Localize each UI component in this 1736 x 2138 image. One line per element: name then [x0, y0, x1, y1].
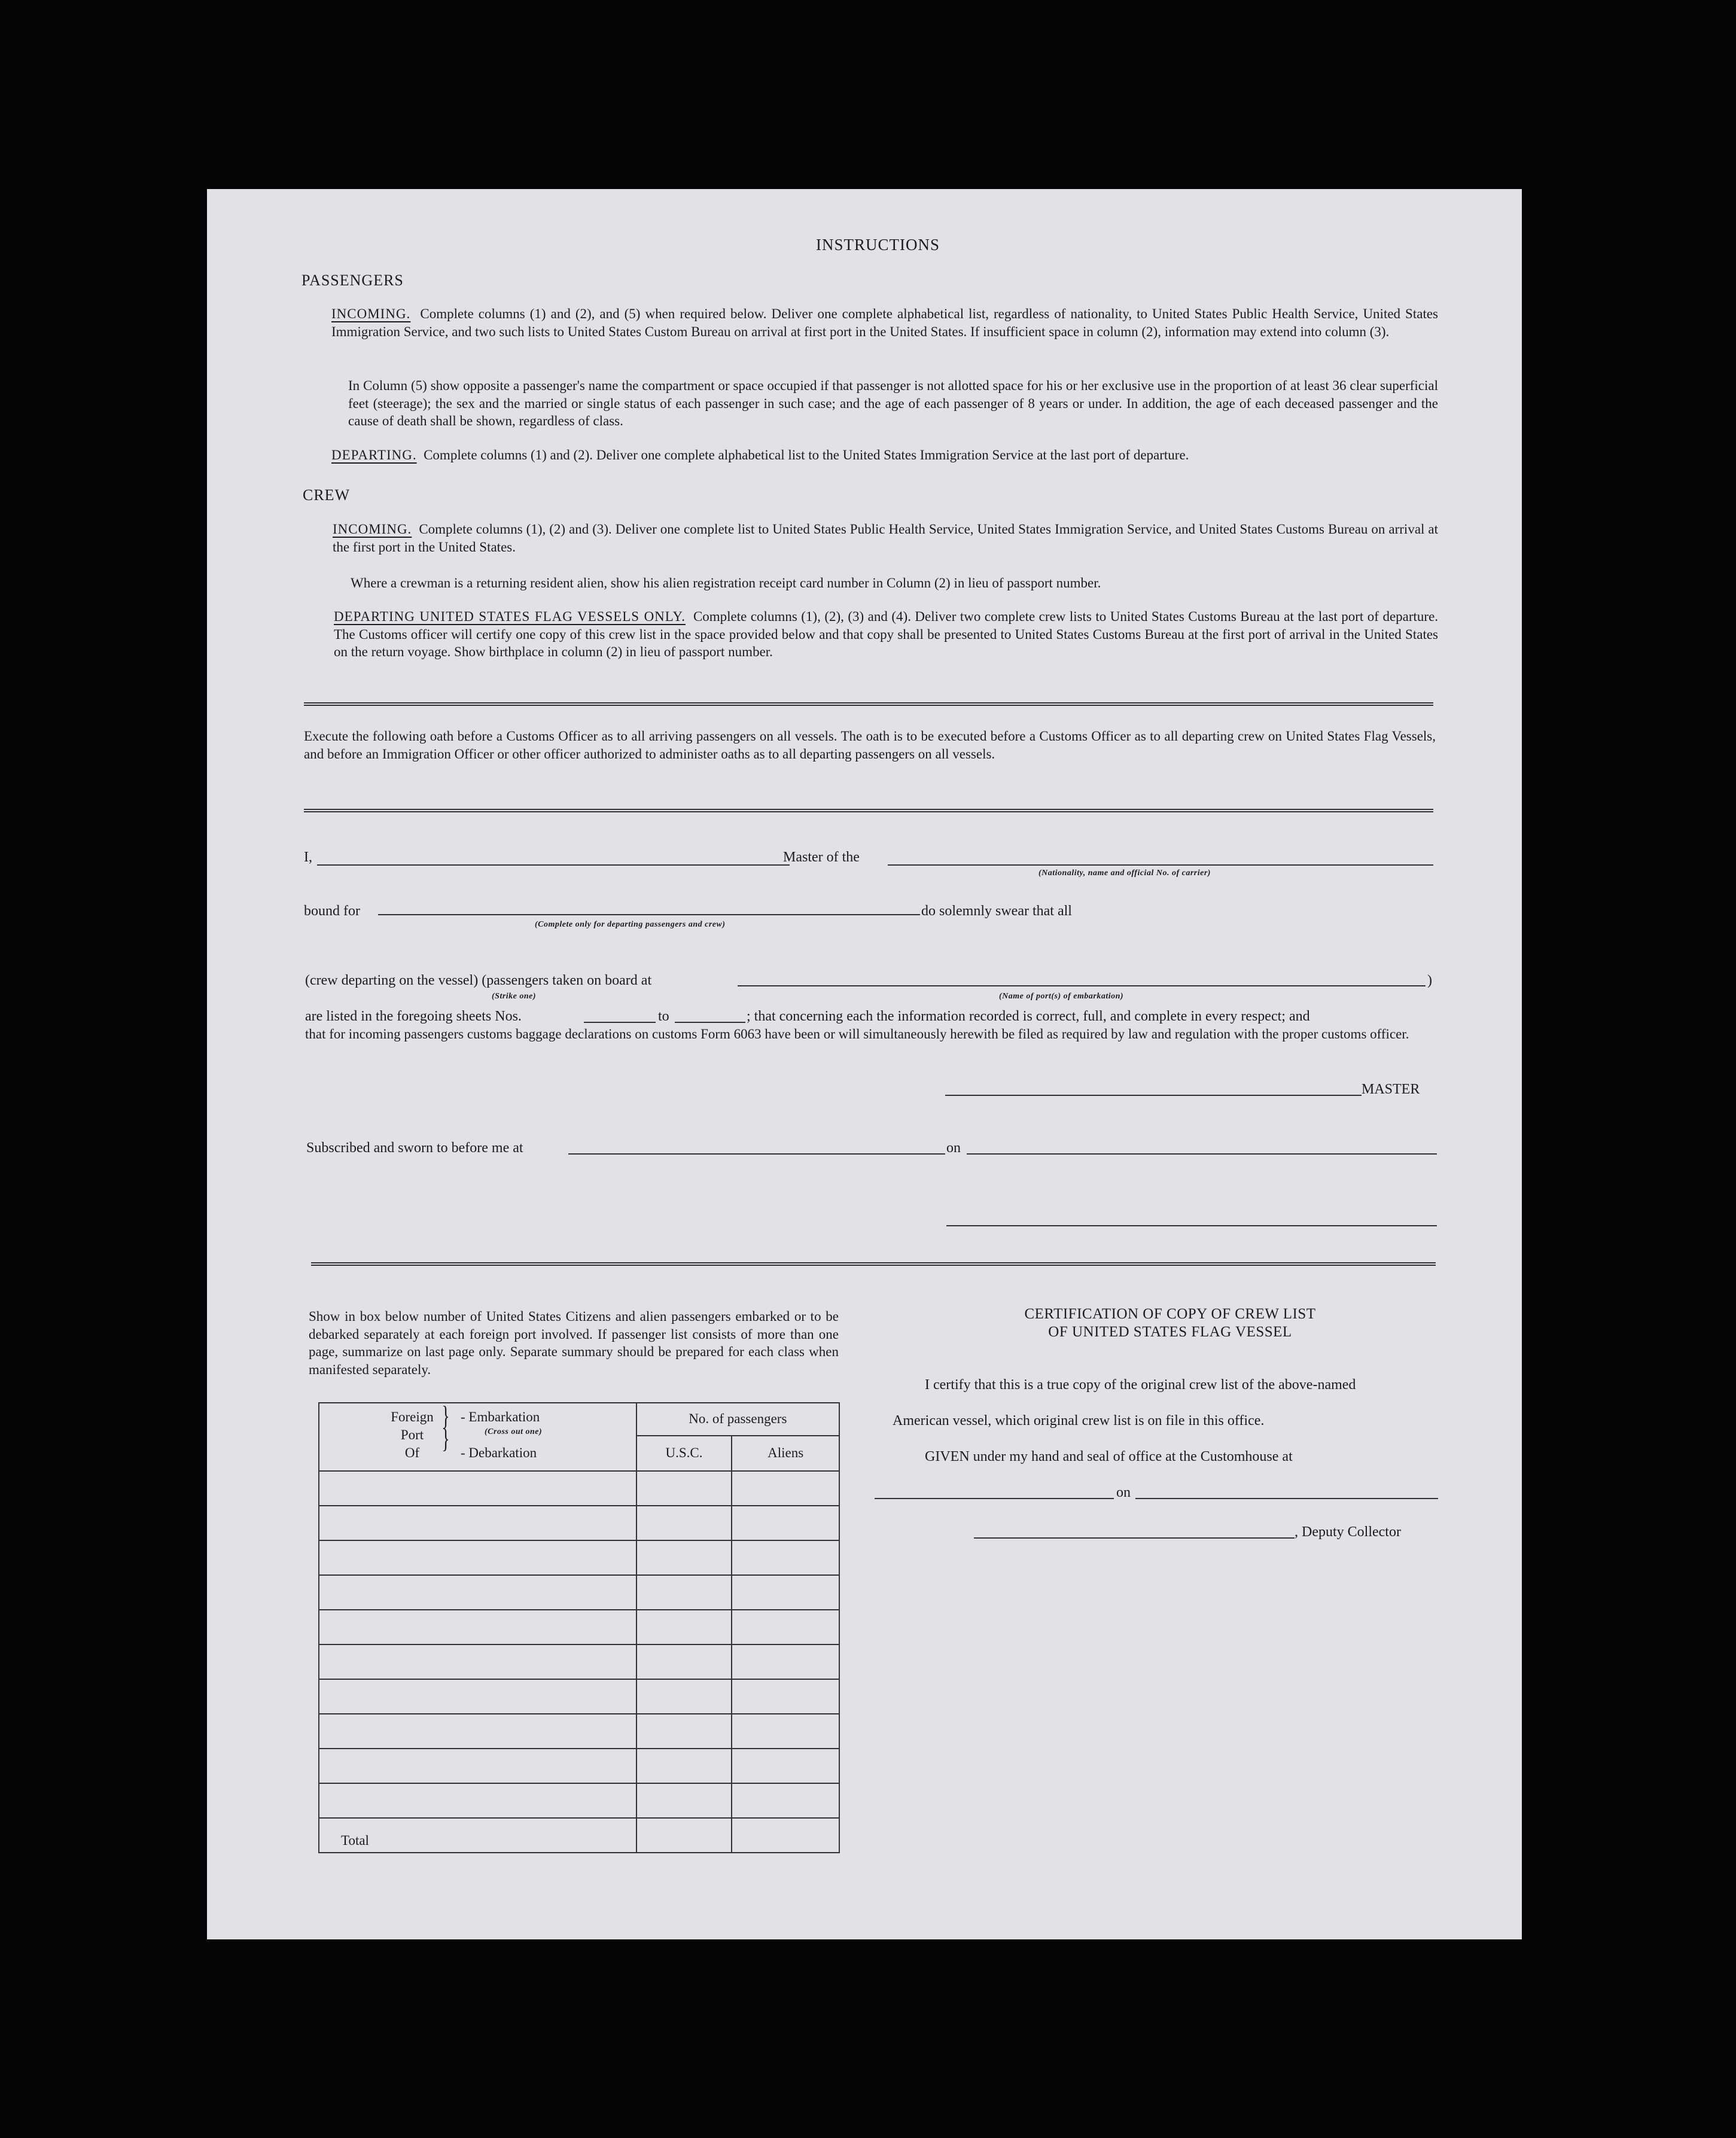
aliens-cell[interactable] — [732, 1644, 839, 1679]
usc-cell[interactable] — [636, 1783, 732, 1818]
aliens-cell[interactable] — [732, 1783, 839, 1818]
subscribed-label: Subscribed and sworn to before me at — [306, 1140, 523, 1156]
officer-signature-line[interactable] — [946, 1225, 1437, 1226]
aliens-total-cell[interactable] — [732, 1818, 839, 1853]
crew-resident-paragraph: Where a crewman is a returning resident alien, show his alien registration receipt card number in Column (2) in lieu of passport number. — [351, 575, 1101, 590]
carrier-hint: (Nationality, name and official No. of carrier) — [1038, 869, 1211, 878]
of-label: Of — [404, 1445, 420, 1460]
statement-line2: that for incoming passengers customs baggage declarations on customs Form 6063 have been or will simultaneously herewith be filed as required by law and regulation with the proper customs officer. — [305, 1027, 1409, 1041]
port-label: Port — [400, 1427, 424, 1442]
crew-heading: CREW — [303, 486, 351, 504]
certification-line3: GIVEN under my hand and seal of office at the Customhouse at — [925, 1449, 1293, 1464]
aliens-header: Aliens — [732, 1436, 839, 1471]
passengers-departing-text: Complete columns (1) and (2). Deliver one complete alphabetical list to the United States Immigration Service at the last port of departure. — [424, 447, 1189, 462]
crew-incoming-paragraph — [333, 520, 1438, 556]
crew-departing-paragraph — [334, 608, 1438, 661]
aliens-cell[interactable] — [732, 1610, 839, 1644]
crew-departing-text: Complete columns (1), (2), (3) and (4). Deliver two complete crew lists to United States Customs Bureau at the last port of departure. The Customs officer will certify one copy of this crew list in the space provided below and that copy shall be presented to United States Customs Bureau at the first port of arrival in the United States on the return voyage. Show birthplace in column (2) in lieu of passport number. — [334, 609, 1439, 659]
usc-header: U.S.C. — [636, 1436, 732, 1471]
certification-line2: American vessel, which original crew list is on file in this office. — [893, 1413, 1265, 1429]
form-page — [207, 189, 1522, 1939]
passengers-incoming-text: Complete columns (1) and (2), and (5) when required below. Deliver one complete alphabetical list, regardless of nationality, to United States Public Health Service, United States Immigration Service, and two such lists to United States Custom Bureau on arrival at first port in the United States. If insufficient space in column (2), information may extend into column (3). — [331, 306, 1438, 339]
certification-on-label: on — [1116, 1485, 1131, 1500]
master-of-label: Master of the — [783, 849, 860, 865]
usc-cell[interactable] — [636, 1714, 732, 1749]
usc-cell[interactable] — [636, 1749, 732, 1783]
to-label: to — [658, 1009, 669, 1024]
passengers-heading: PASSENGERS — [301, 272, 404, 289]
certification-title-line1: CERTIFICATION OF COPY OF CREW LIST — [1024, 1306, 1316, 1322]
on-label: on — [946, 1140, 961, 1156]
sheet-to-line[interactable] — [675, 1022, 745, 1023]
divider — [304, 809, 1433, 812]
divider — [311, 1262, 1436, 1266]
usc-total-cell[interactable] — [636, 1818, 732, 1853]
passengers-incoming-paragraph — [331, 305, 1438, 340]
total-label: Total — [319, 1818, 636, 1853]
brace-icon: } } — [441, 1400, 450, 1454]
port-cell[interactable] — [319, 1644, 636, 1679]
usc-cell[interactable] — [636, 1471, 732, 1506]
customhouse-place-line[interactable] — [875, 1498, 1114, 1499]
statement-rest: ; that concerning each the information recorded is correct, full, and complete in every respect; and — [747, 1009, 1310, 1024]
aliens-cell[interactable] — [732, 1575, 839, 1610]
port-cell[interactable] — [319, 1575, 636, 1610]
no-of-passengers-header: No. of passengers — [636, 1403, 839, 1436]
crew-passengers-label: (crew departing on the vessel) (passengers taken on board at — [305, 973, 652, 988]
bound-for-label: bound for — [304, 903, 360, 919]
aliens-cell[interactable] — [732, 1540, 839, 1575]
port-cell[interactable] — [319, 1749, 636, 1783]
port-cell[interactable] — [319, 1471, 636, 1506]
certification-date-line[interactable] — [1135, 1498, 1438, 1499]
usc-cell[interactable] — [636, 1679, 732, 1714]
sheet-from-line[interactable] — [584, 1022, 656, 1023]
sworn-date-line[interactable] — [967, 1153, 1437, 1155]
embarkation-label: - Embarkation — [461, 1409, 540, 1424]
debarkation-label: - Debarkation — [461, 1445, 537, 1460]
usc-cell[interactable] — [636, 1644, 732, 1679]
summary-note: Show in box below number of United States Citizens and alien passengers embarked or to be debarked separately at each foreign port involved. If passenger list consists of more than one page, summarize on last page only. Separate summary should be prepared for each class when manifested separately. — [309, 1309, 839, 1377]
port-cell[interactable] — [319, 1540, 636, 1575]
certification-title — [865, 1305, 1475, 1341]
ports-hint: (Name of port(s) of embarkation) — [999, 992, 1124, 1001]
aliens-cell[interactable] — [732, 1749, 839, 1783]
port-cell[interactable] — [319, 1783, 636, 1818]
crew-incoming-text: Complete columns (1), (2) and (3). Deliver one complete list to United States Public Health Service, United States Immigration Service, and United States Customs Bureau on arrival at the first port in the United States. — [333, 522, 1439, 555]
instructions-title: INSTRUCTIONS — [816, 236, 940, 254]
passengers-incoming-label: INCOMING. — [331, 306, 411, 321]
usc-cell[interactable] — [636, 1575, 732, 1610]
bound-for-line[interactable] — [378, 914, 920, 915]
certification-title-line2: OF UNITED STATES FLAG VESSEL — [1048, 1324, 1292, 1340]
port-cell[interactable] — [319, 1679, 636, 1714]
deputy-signature-line[interactable] — [974, 1537, 1295, 1539]
port-cell[interactable] — [319, 1506, 636, 1540]
strike-hint: (Strike one) — [492, 992, 537, 1001]
passengers-departing-paragraph — [331, 446, 1438, 464]
swear-label: do solemnly swear that all — [921, 903, 1072, 919]
master-name-line[interactable] — [317, 864, 790, 866]
aliens-cell[interactable] — [732, 1679, 839, 1714]
passengers-departing-label: DEPARTING. — [331, 447, 417, 462]
port-cell[interactable] — [319, 1610, 636, 1644]
carrier-line[interactable] — [888, 864, 1433, 866]
column5-paragraph: In Column (5) show opposite a passenger's name the compartment or space occupied if that passenger is not allotted space for his or her exclusive use in the proportion of at least 36 clear superficial feet (steerage); the sex and the married or single status of each passenger in such case; and the age of each passenger of 8 years or under. In addition, the age of each deceased passenger and the cause of death shall be shown, regardless of class. — [348, 378, 1438, 428]
sworn-place-line[interactable] — [568, 1153, 945, 1155]
cross-out-hint: (Cross out one) — [485, 1427, 543, 1436]
port-header-cell — [319, 1400, 636, 1471]
master-signature-line[interactable] — [945, 1095, 1362, 1096]
embarkation-ports-line[interactable] — [738, 985, 1426, 986]
foreign-label: Foreign — [391, 1409, 434, 1424]
usc-cell[interactable] — [636, 1540, 732, 1575]
crew-incoming-label: INCOMING. — [333, 522, 412, 537]
oath-intro: Execute the following oath before a Customs Officer as to all arriving passengers on all vessels. The oath is to be executed before a Customs Officer as to all departing crew on United States Flag Vessels, and before an Immigration Officer or other officer authorized to administer oaths as to all departing passengers on all vessels. — [304, 729, 1436, 762]
port-cell[interactable] — [319, 1714, 636, 1749]
aliens-cell[interactable] — [732, 1506, 839, 1540]
deputy-collector-label: , Deputy Collector — [1295, 1524, 1401, 1540]
master-label: MASTER — [1362, 1082, 1420, 1097]
passenger-summary-table — [318, 1402, 840, 1853]
crew-departing-label: DEPARTING UNITED STATES FLAG VESSELS ONLY. — [334, 609, 686, 624]
aliens-cell[interactable] — [732, 1714, 839, 1749]
certification-line1: I certify that this is a true copy of the original crew list of the above-named — [925, 1377, 1356, 1393]
aliens-cell[interactable] — [732, 1471, 839, 1506]
usc-cell[interactable] — [636, 1610, 732, 1644]
departing-hint: (Complete only for departing passengers and crew) — [535, 920, 726, 929]
usc-cell[interactable] — [636, 1506, 732, 1540]
divider — [304, 702, 1433, 706]
i-label: I, — [304, 849, 312, 865]
sheets-label: are listed in the foregoing sheets Nos. — [305, 1009, 522, 1024]
close-paren: ) — [1427, 973, 1432, 988]
